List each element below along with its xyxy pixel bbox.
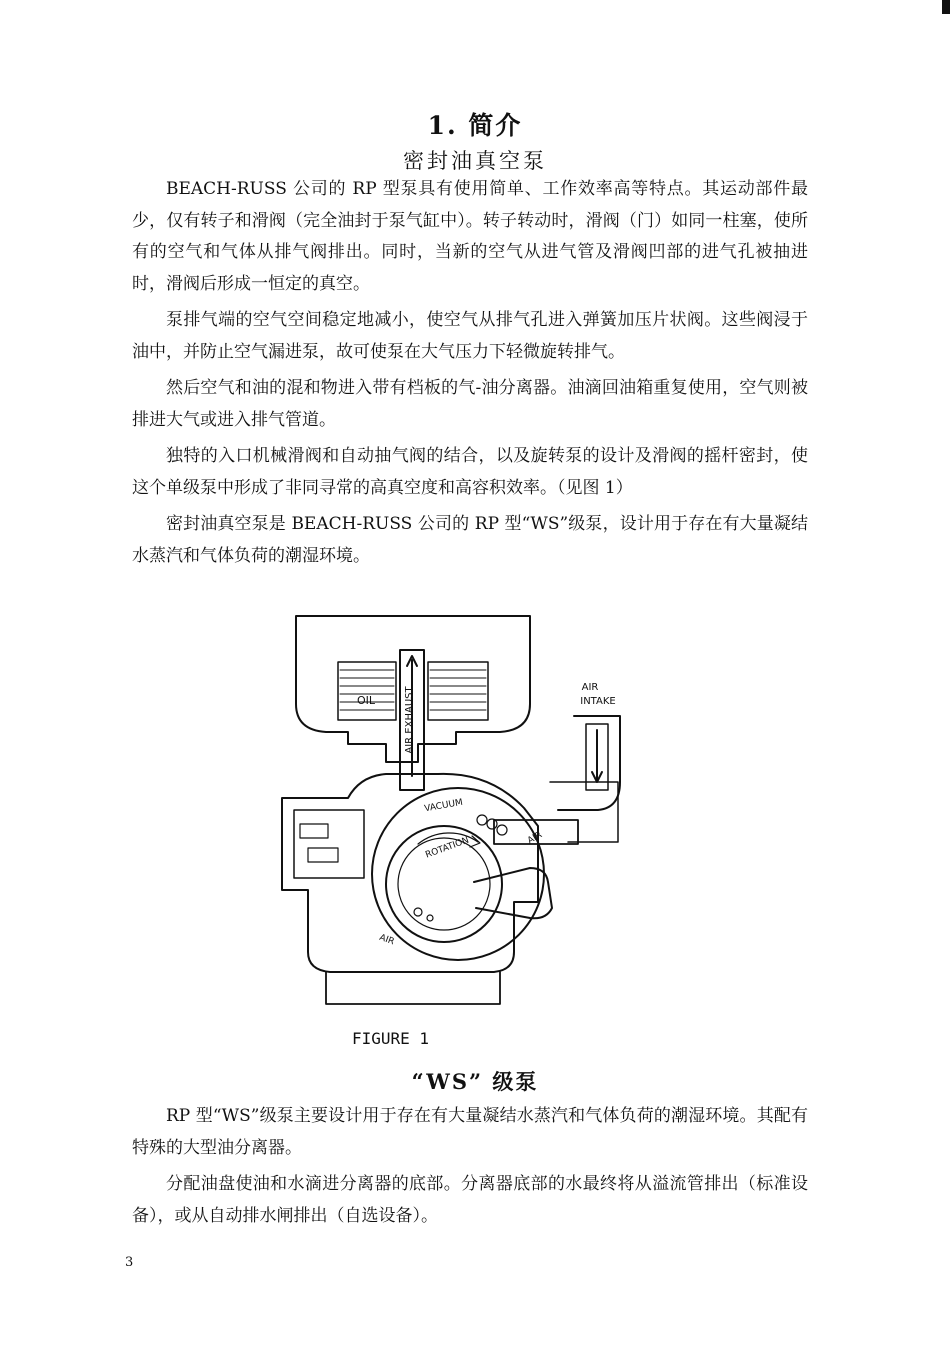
intake-valve-body xyxy=(550,782,618,842)
housing-inner xyxy=(294,810,364,878)
pump-diagram xyxy=(268,612,646,1017)
label-air-bottom: AIR xyxy=(377,932,396,948)
pump-base xyxy=(326,972,500,1004)
section-title: 密封油真空泵 xyxy=(403,149,547,173)
ws-section-title: “WS” 级泵 xyxy=(411,1069,539,1094)
port-hole-3 xyxy=(497,825,507,835)
pump-cutaway-figure xyxy=(268,612,646,1017)
label-air-intake-2: INTAKE xyxy=(580,696,616,707)
intro-paragraph-2: 泵排气端的空气空间稳定地减小，使空气从排气孔进入弹簧加压片状阀。这些阀浸于油中，并防止空气漏进泵，故可使泵在大气压力下轻微旋转排气。 xyxy=(132,310,808,362)
chapter-title: 1. 简介 xyxy=(427,111,523,140)
intro-paragraph-3: 然后空气和油的混和物进入带有档板的气-油分离器。油滴回油箱重复使用，空气则被排进大气或进入排气管道。 xyxy=(132,378,808,430)
ws-text xyxy=(132,1101,808,1237)
label-air-intake-1: AIR xyxy=(581,682,599,693)
label-oil: OIL xyxy=(356,694,376,707)
rotor-bolt-1 xyxy=(414,908,422,916)
rotor-bolt-2 xyxy=(427,915,433,921)
oil-level-right xyxy=(428,662,488,720)
label-rotation: ROTATION xyxy=(424,835,471,861)
ws-paragraph-1: RP 型“WS”级泵主要设计用于存在有大量凝结水蒸汽和气体负荷的潮湿环境。其配有特殊的大型油分离器。 xyxy=(132,1106,808,1158)
oil-level-left xyxy=(338,662,396,720)
intro-paragraph-1: BEACH-RUSS 公司的 RP 型泵具有使用简单、工作效率高等特点。其运动部件最少，仅有转子和滑阀（完全油封于泵气缸中）。转子转动时，滑阀（门）如同一柱塞，使所有的空气和气体从排气阀排出。同时，当新的空气从进气管及滑阀凹部的进气孔被抽进时，滑阀后形成一恒定的真空。 xyxy=(132,179,808,294)
page-number: 3 xyxy=(125,1255,134,1270)
intro-text xyxy=(132,174,808,577)
label-vacuum: VACUUM xyxy=(423,797,464,815)
label-air-inner: AIR xyxy=(525,830,545,847)
pump-cylinder xyxy=(372,788,544,960)
discharge-valves xyxy=(300,824,338,862)
port-hole-1 xyxy=(477,815,487,825)
intake-pipe xyxy=(558,716,620,810)
intro-paragraph-4: 独特的入口机械滑阀和自动抽气阀的结合，以及旋转泵的设计及滑阀的摇杆密封，使这个单级泵中形成了非同寻常的高真空度和高容积效率。（见图 1） xyxy=(132,446,808,498)
figure-caption: FIGURE 1 xyxy=(352,1029,430,1048)
intro-paragraph-5: 密封油真空泵是 BEACH-RUSS 公司的 RP 型“WS”级泵，设计用于存在有大量凝结水蒸汽和气体负荷的潮湿环境。 xyxy=(132,514,808,566)
label-air-exhaust: AIR EXHAUST xyxy=(404,686,415,754)
ws-paragraph-2: 分配油盘使油和水滴进分离器的底部。分离器底部的水最终将从溢流管排出（标准设备），或从自动排水闸排出（自选设备）。 xyxy=(132,1174,808,1226)
